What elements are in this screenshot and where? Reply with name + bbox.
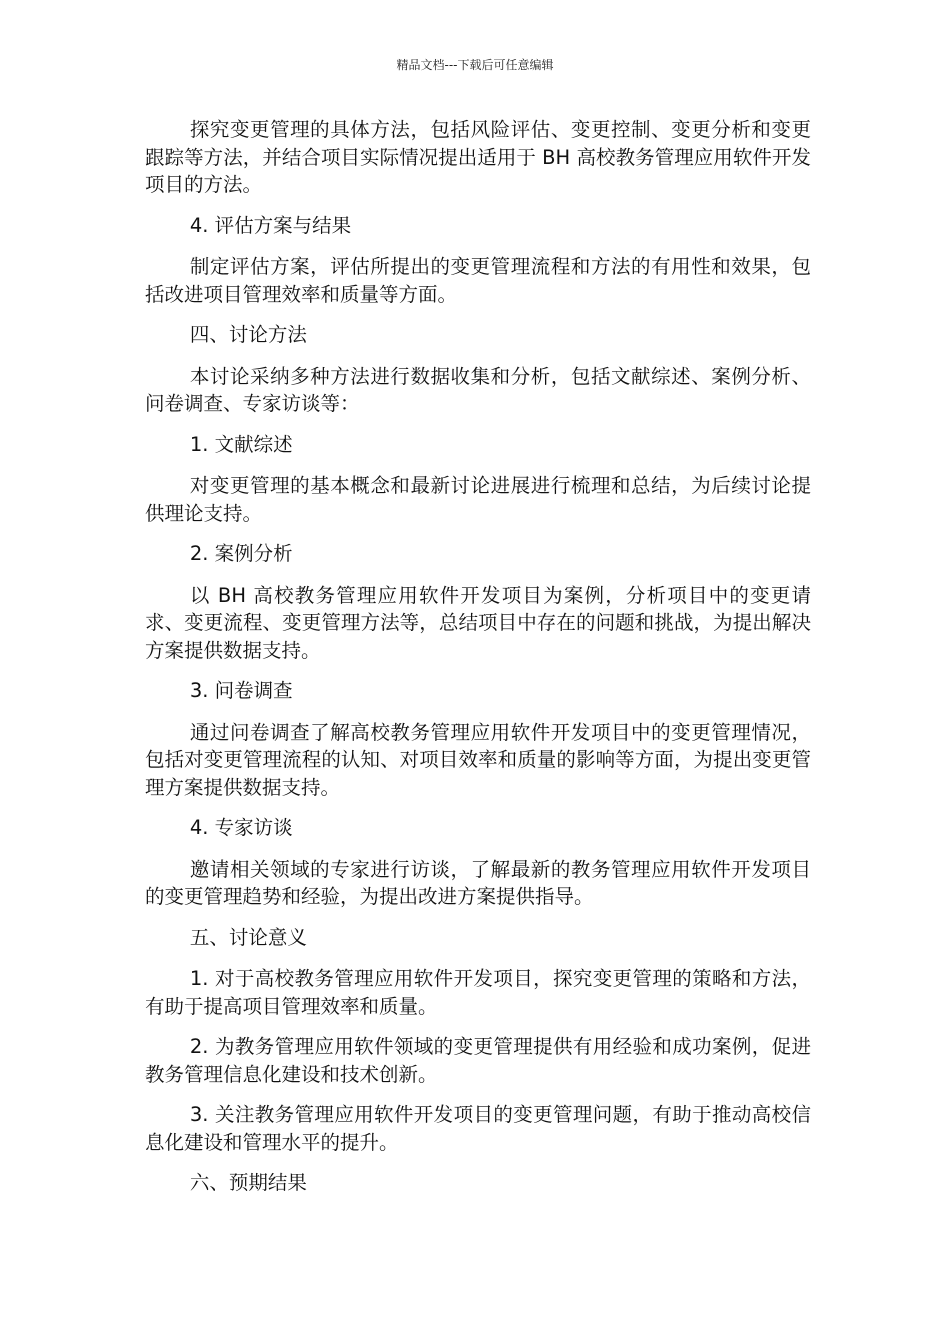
section-heading: 1. 文献综述 bbox=[189, 432, 293, 456]
body-paragraph: 2. 为教务管理应用软件领域的变更管理提供有用经验和成功案例，促进教务管理信息化建设和技术创新。 bbox=[145, 1035, 811, 1086]
body-paragraph: 3. 关注教务管理应用软件开发项目的变更管理问题，有助于推动高校信息化建设和管理水平的提升。 bbox=[145, 1103, 811, 1154]
body-paragraph: 探究变更管理的具体方法，包括风险评估、变更控制、变更分析和变更跟踪等方法，并结合项目实际情况提出适用于 BH 高校教务管理应用软件开发项目的方法。 bbox=[145, 118, 811, 196]
body-paragraph: 邀请相关领域的专家进行访谈，了解最新的教务管理应用软件开发项目的变更管理趋势和经验，为提出改进方案提供指导。 bbox=[145, 857, 811, 908]
section-heading: 六、预期结果 bbox=[189, 1171, 307, 1194]
page-header: 精品文档---下载后可任意编辑 bbox=[396, 58, 554, 72]
section-heading: 3. 问卷调查 bbox=[189, 679, 293, 702]
document-body bbox=[145, 116, 811, 1211]
body-paragraph: 1. 对于高校教务管理应用软件开发项目，探究变更管理的策略和方法，有助于提高项目管理效率和质量。 bbox=[145, 967, 811, 1018]
section-heading: 4. 评估方案与结果 bbox=[189, 213, 352, 237]
body-paragraph: 以 BH 高校教务管理应用软件开发项目为案例，分析项目中的变更请求、变更流程、变更管理方法等，总结项目中存在的问题和挑战，为提出解决方案提供数据支持。 bbox=[145, 583, 811, 662]
section-heading: 四、讨论方法 bbox=[189, 323, 307, 346]
body-paragraph: 通过问卷调查了解高校教务管理应用软件开发项目中的变更管理情况，包括对变更管理流程的认知、对项目效率和质量的影响等方面，为提出变更管理方案提供数据支持。 bbox=[145, 720, 811, 799]
section-heading: 4. 专家访谈 bbox=[189, 816, 293, 839]
body-paragraph: 本讨论采纳多种方法进行数据收集和分析，包括文献综述、案例分析、问卷调查、专家访谈等： bbox=[145, 364, 811, 415]
section-heading: 五、讨论意义 bbox=[189, 925, 307, 949]
body-paragraph: 制定评估方案，评估所提出的变更管理流程和方法的有用性和效果，包括改进项目管理效率和质量等方面。 bbox=[145, 255, 811, 306]
section-heading: 2. 案例分析 bbox=[189, 542, 293, 565]
body-paragraph: 对变更管理的基本概念和最新讨论进展进行梳理和总结，为后续讨论提供理论支持。 bbox=[145, 474, 811, 525]
